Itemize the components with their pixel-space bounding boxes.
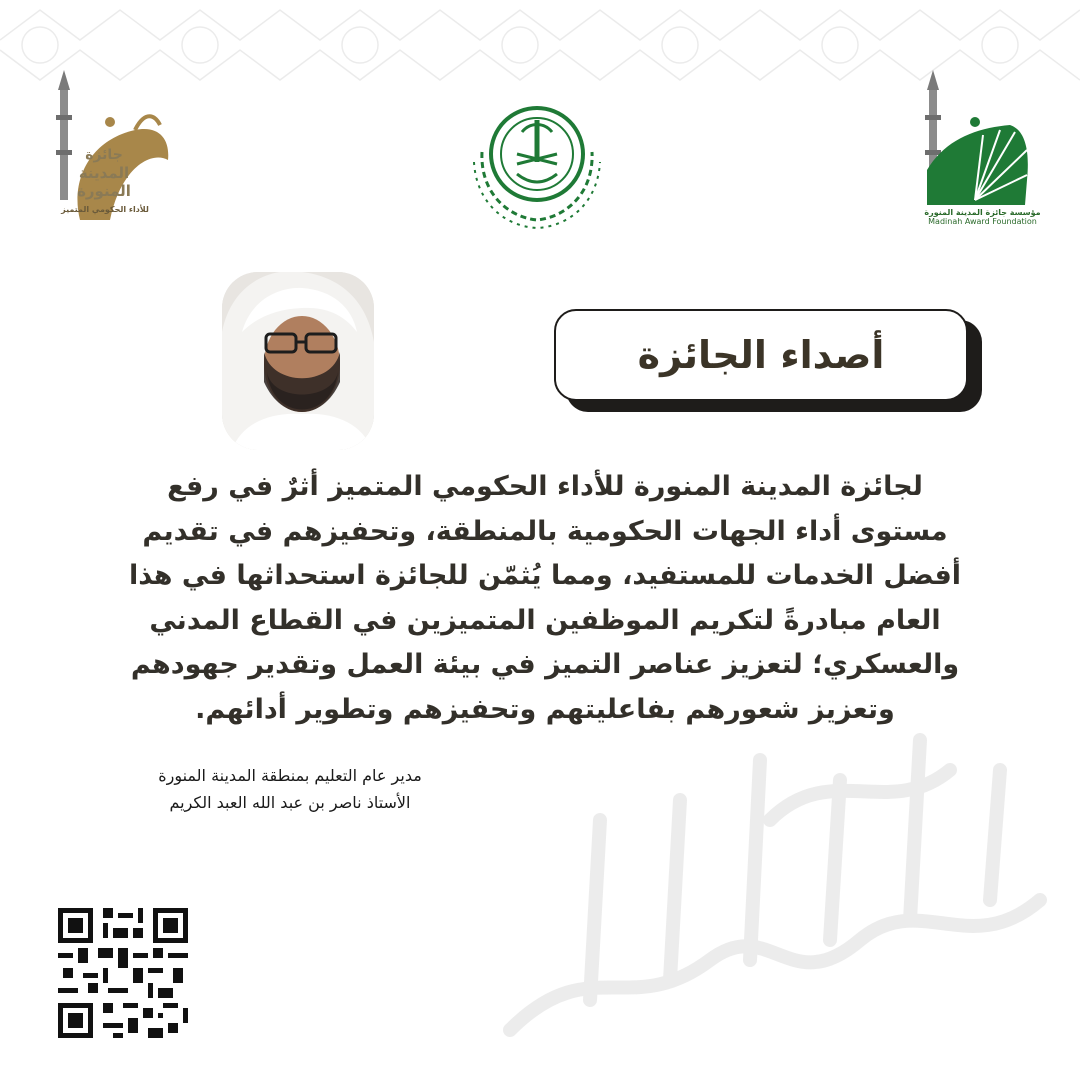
paragraph-line: العام مبادرةً لتكريم الموظفين المتميزين في القطاع المدني [149,604,941,636]
left-logo-line-3: المنورة [77,182,131,200]
testimonial-paragraph [120,465,970,732]
paragraph-line: مستوى أداء الجهات الحكومية بالمنطقة، وتحفيزهم في تقديم [142,515,948,547]
qr-code-icon[interactable] [58,908,188,1038]
paragraph-line: لجائزة المدينة المنورة للأداء الحكومي المتميز أثرٌ في رفع [167,471,923,502]
paragraph-line: وتعزيز شعورهم بفاعليتهم وتحفيزهم وتطوير أدائهم. [195,693,895,725]
madinah-region-emblem-icon [462,92,612,230]
portrait-icon [222,272,374,450]
signature-role: مدير عام التعليم بمنطقة المدينة المنورة [158,766,422,785]
calligraphy-watermark-icon [470,700,1070,1070]
madinah-award-foundation-logo [915,70,1045,230]
right-logo-english: Madinah Award Foundation [928,217,1037,226]
right-logo-arabic: مؤسسة جائزة المدينة المنورة [924,208,1041,217]
page-title: أصداء الجائزة [637,333,885,377]
speaker-photo [222,272,374,450]
paragraph-line: أفضل الخدمات للمستفيد، ومما يُثمّن للجائزة استحداثها في هذا [128,560,962,591]
left-logo-line-4: للأداء الحكومي المتميز [61,205,149,214]
signature-name: الأستاذ ناصر بن عبد الله العبد الكريم [169,793,411,812]
left-logo-line-2: المدينة [78,164,130,182]
left-logo-line-1: جائزة [85,147,123,163]
paragraph-line: والعسكري؛ لتعزيز عناصر التميز في بيئة العمل وتقدير جهودهم [130,649,960,680]
